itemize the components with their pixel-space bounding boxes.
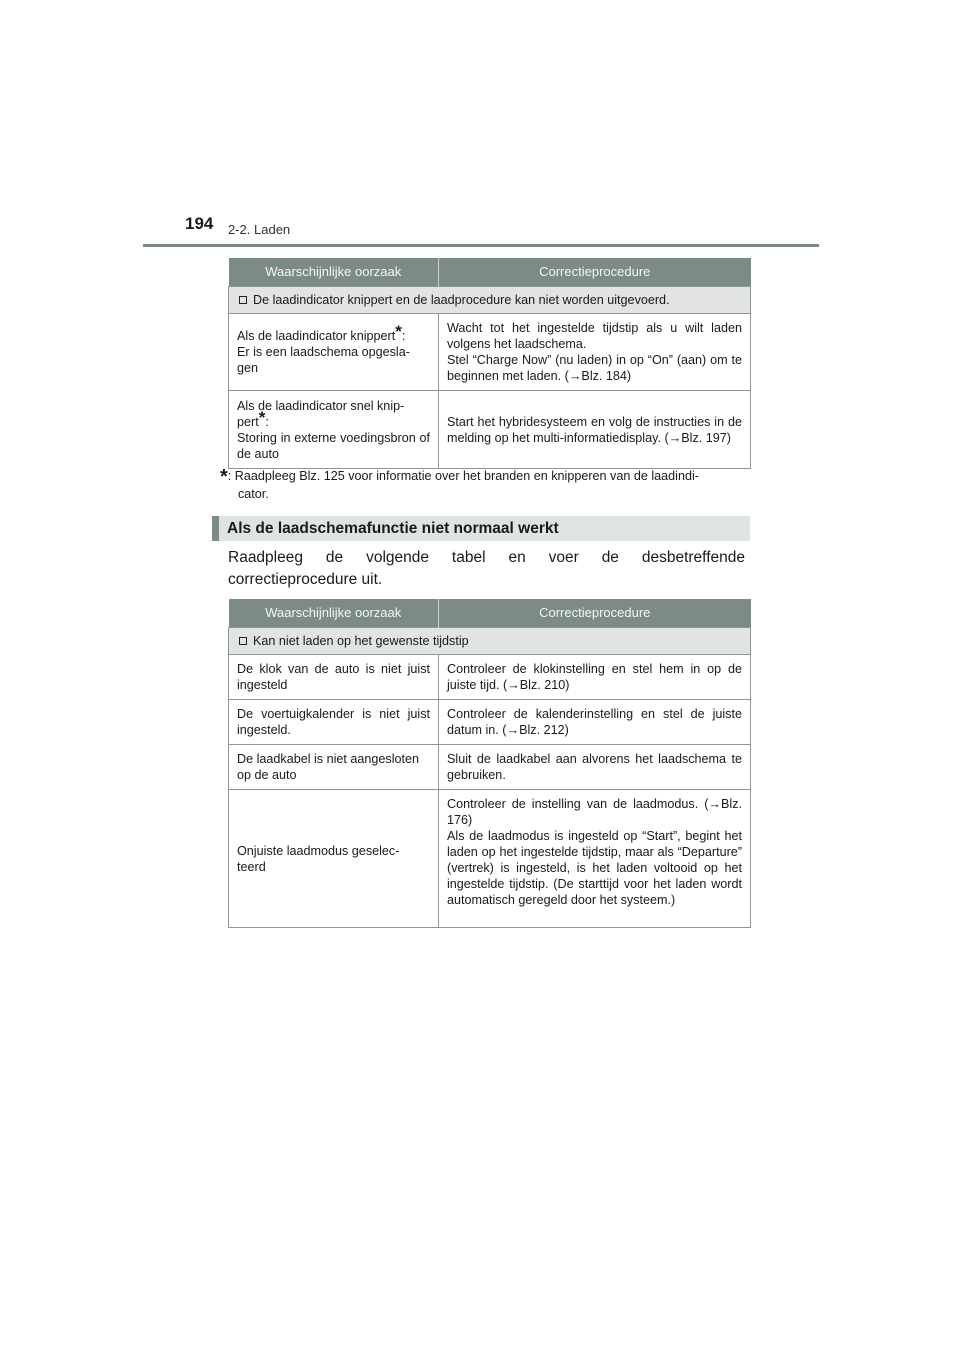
footnote-text: : Raadpleeg Blz. 125 voor informatie over het branden en knipperen van de laadindi- bbox=[227, 469, 699, 483]
table-subheader-text: De laadindicator knippert en de laadprocedure kan niet worden uitgevoerd. bbox=[253, 293, 670, 307]
table-row bbox=[229, 745, 751, 790]
cause-cell: Onjuiste laadmodus geselec- teerd bbox=[229, 790, 439, 928]
cause-text: : Er is een laadschema opgesla- gen bbox=[237, 329, 410, 375]
fix-cell: Sluit de laadkabel aan alvorens het laadschema te gebruiken. bbox=[439, 745, 751, 790]
table-header-row bbox=[229, 599, 751, 628]
table-subheader bbox=[229, 287, 751, 314]
table-charging-schedule bbox=[228, 599, 751, 928]
table-subheader bbox=[229, 628, 751, 655]
cause-cell bbox=[229, 314, 439, 391]
page-number: 194 bbox=[185, 214, 214, 233]
section-label: 2-2. Laden bbox=[228, 222, 291, 237]
fix-cell: Controleer de klokinstelling en stel hem in op de juiste tijd. (→Blz. 210) bbox=[439, 655, 751, 700]
footnote-marker: * bbox=[220, 466, 228, 488]
table-row bbox=[229, 655, 751, 700]
cause-text: : Storing in externe voedingsbron of de auto bbox=[237, 414, 430, 461]
footnote-text-continued: cator. bbox=[238, 487, 269, 501]
cause-cell bbox=[229, 391, 439, 469]
table-header-row bbox=[229, 258, 751, 287]
footnote bbox=[220, 468, 744, 503]
section-heading: Als de laadschemafunctie niet normaal werkt bbox=[212, 516, 750, 541]
checkbox-icon bbox=[239, 296, 247, 304]
column-header-fix: Correctieprocedure bbox=[439, 599, 751, 628]
fix-cell: Controleer de instelling van de laadmodus. (→Blz. 176) Als de laadmodus is ingesteld op “Start”, begint het laden op het ingestelde tijdstip, maar als “Departure” (vertrek) is ingesteld, is het laden voltooid op het ingestelde tijdstip. (De starttijd voor het laden wordt automatisch geregeld door het systeem.) bbox=[439, 790, 751, 928]
cause-text: Als de laadindicator snel knip- pert bbox=[237, 398, 405, 429]
table-row bbox=[229, 314, 751, 391]
table-row bbox=[229, 790, 751, 928]
intro-paragraph: Raadpleeg de volgende tabel en voer de desbetreffende correctieprocedure uit. bbox=[228, 549, 745, 588]
cause-cell: De klok van de auto is niet juist ingesteld bbox=[229, 655, 439, 700]
table-charging-indicator bbox=[228, 258, 751, 469]
checkbox-icon bbox=[239, 637, 247, 645]
column-header-cause: Waarschijnlijke oorzaak bbox=[229, 258, 439, 287]
table-subheader-text: Kan niet laden op het gewenste tijdstip bbox=[253, 634, 469, 648]
cause-cell: De voertuigkalender is niet juist ingesteld. bbox=[229, 700, 439, 745]
fix-cell: Wacht tot het ingestelde tijdstip als u wilt laden volgens het laadschema. Stel “Charge Now” (nu laden) in op “On” (aan) om te beginnen met laden. (→Blz. 184) bbox=[439, 314, 751, 391]
column-header-cause: Waarschijnlijke oorzaak bbox=[229, 599, 439, 628]
column-header-fix: Correctieprocedure bbox=[439, 258, 751, 287]
table-row bbox=[229, 391, 751, 469]
table-subheader-row bbox=[229, 287, 751, 314]
fix-cell: Start het hybridesysteem en volg de instructies in de melding op het multi-informatiedisplay. (→Blz. 197) bbox=[439, 391, 751, 469]
asterisk-icon: * bbox=[258, 407, 266, 427]
cause-text: Als de laadindicator knippert bbox=[237, 329, 396, 343]
header-rule bbox=[143, 244, 819, 247]
asterisk-icon: * bbox=[395, 322, 402, 341]
fix-cell: Controleer de kalenderinstelling en stel de juiste datum in. (→Blz. 212) bbox=[439, 700, 751, 745]
cause-cell: De laadkabel is niet aangesloten op de auto bbox=[229, 745, 439, 790]
table-subheader-row bbox=[229, 628, 751, 655]
table-row bbox=[229, 700, 751, 745]
